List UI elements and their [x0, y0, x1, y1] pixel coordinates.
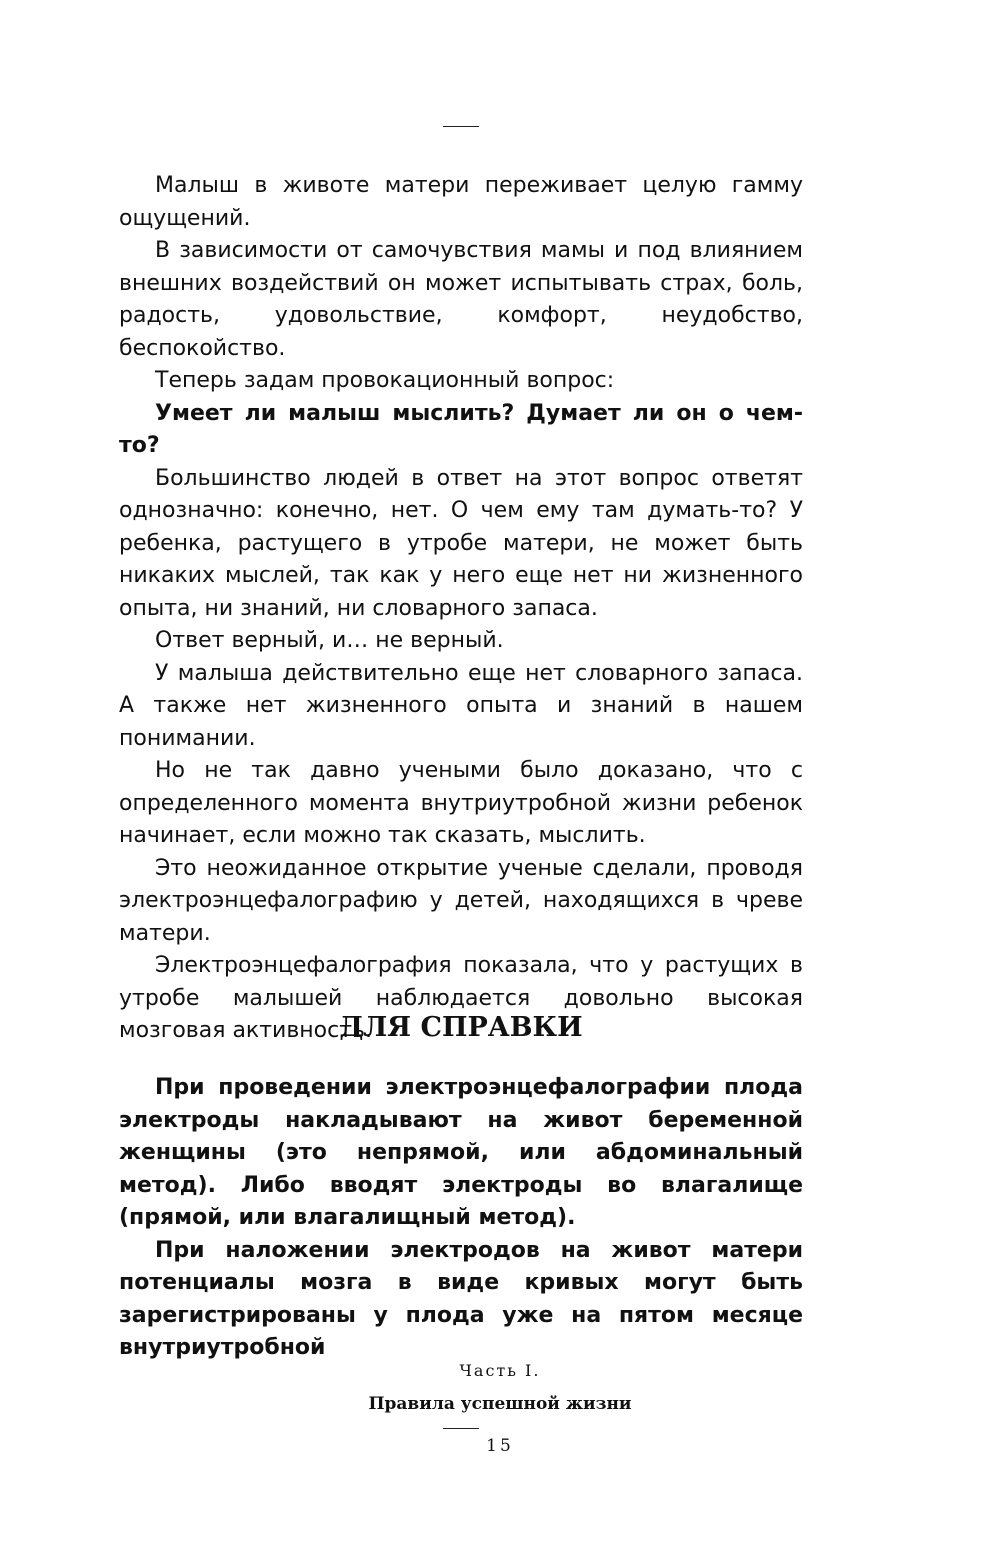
top-divider — [443, 126, 479, 127]
paragraph-8: Но не так давно учеными было доказано, что с определенного момента внутриутробной жизни ребенок начинает, если можно так сказать, мыслить. — [119, 758, 803, 848]
paragraph-2: В зависимости от самочувствия мамы и под влиянием внешних воздействий он может испытывать страх, боль, радость, удовольствие, комфорт, неудобство, беспокойство. — [119, 238, 803, 361]
bold-question: Умеет ли малыш мыслить? Думает ли он о чем-то? — [119, 400, 803, 458]
reference-paragraph-2: При наложении электродов на живот матери потенциалы мозга в виде кривых могут быть зарегистрированы у плода уже на пятом месяце внутриутробной — [119, 1237, 803, 1360]
reference-text — [119, 1072, 803, 1365]
paragraph-5: Большинство людей в ответ на этот вопрос ответят однозначно: конечно, нет. О чем ему там думать-то? У ребенка, растущего в утробе матери, не может быть никаких мыслей, так как у него еще нет ни жизненного опыта, ни знаний, ни словарного запаса. — [119, 465, 803, 621]
footer-divider — [443, 1428, 479, 1429]
footer-part-label: Часть I. — [459, 1361, 541, 1380]
paragraph-3: Теперь задам провокационный вопрос: — [155, 368, 615, 393]
main-text — [119, 170, 803, 1048]
reference-heading: ДЛЯ СПРАВКИ — [339, 1012, 583, 1043]
footer-part-title: Правила успешной жизни — [368, 1394, 632, 1414]
paragraph-9: Это неожиданное открытие ученые сделали, проводя электроэнцефалографию у детей, находящихся в чреве матери. — [119, 855, 803, 946]
paragraph-7: У малыша действительно еще нет словарного запаса. А также нет жизненного опыта и знаний в нашем понимании. — [119, 660, 803, 751]
paragraph-1: Малыш в животе матери переживает целую гамму ощущений. — [119, 173, 803, 231]
paragraph-6: Ответ верный, и… не верный. — [155, 628, 504, 653]
paragraph-10: Электроэнцефалография показала, что у растущих в утробе малышей наблюдается довольно высокая мозговая активность. — [119, 953, 803, 1043]
reference-paragraph-1: При проведении электроэнцефалографии плода электроды накладывают на живот беременной женщины (это непрямой, или абдоминальный метод). Либо вводят электроды во влагалище (прямой, или влагалищный метод). — [119, 1075, 803, 1230]
page-number: 15 — [486, 1436, 514, 1456]
